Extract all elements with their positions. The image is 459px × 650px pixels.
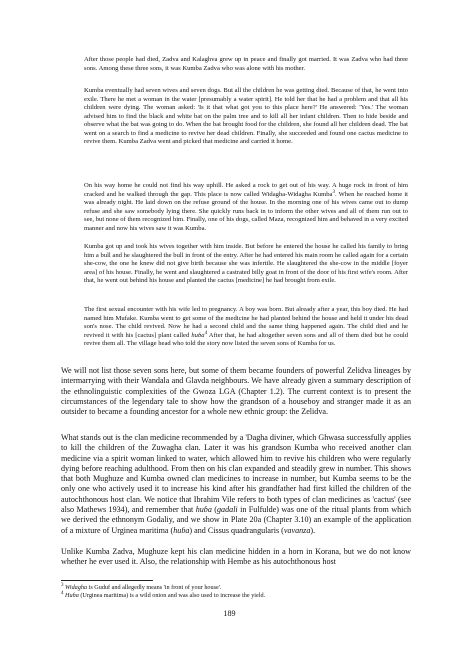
body-text xyxy=(61,433,411,536)
quote-paragraph-2 xyxy=(84,87,408,147)
body-text-part: What stands out is the clan medicine recommended by a 'Dagha diviner, which Ghwasa successfully applies to kill the children of the Zuwagha clan. Later it was his grandson Kumba who received another clan medicine via a spirit woman linked to water, which allowed him to revive his children who were regularly dying before reaching adulthood. From then on his clan expanded and steadily grew in number. This shows that both Mughuze and Kumba owned clan medicines to increase in number, but Kumba seems to be the only one who actively used it to increase his kind after his grandfather had first killed the children of the autochthonous host clan. We notice that Ibrahim Vile refers to both types of clan medicines as 'cactus' (see also Mathews 1934), and remember that xyxy=(61,433,411,515)
quote-text-part: The first sexual encounter with his wife led to pregnancy. A boy was born. But already after a year, this boy died. He had named him Mufake. Kumba went to get some of the medicine he had planted behind the house and held it under his dead son's nose. The child revived. Now he had a second child and the same thing happened again. The child died and he revived it with his [cactus] plant called xyxy=(84,306,408,339)
quote-paragraph-1 xyxy=(84,56,408,73)
footnote-text: is Guduf and allegedly means 'in front of your house'. xyxy=(87,584,222,591)
footnote-reference[interactable]: 4 xyxy=(204,330,208,336)
italic-term: huɓa xyxy=(173,525,190,535)
body-text-part: ) and Cissus quadrangularis ( xyxy=(189,525,284,535)
footnote-number: 3 xyxy=(61,582,64,588)
body-paragraph-2 xyxy=(61,433,411,536)
quote-text: Kumba eventually had seven wives and seven dogs. But all the children he was getting died. Because of that, he went into exile. There he met a woman in the water [presumably a water spirit]. He told her that he had a problem and that all his children were dying. The woman asked: 'Is it that what got you to this place here?' He answered: 'Yes.' The woman advised him to find the black and white bat on the palm tree and to kill all her infant children. Then to hide beside and observe what the bat was going to do. When the bat brought food for the children, she found all her children dead. The bat went on a search to find a medicine to revive her dead children. Finally, she succeeded and found one cactus medicine to revive them. Kumba Zadva went and picked that medicine and carried it home. xyxy=(84,87,408,145)
quote-text: Kumba got up and took his wives together with him inside. But before he entered the house he called his family to bring him a bull and he slaughtered the bull in front of the entry. After he had entered his main room he called again for a certain she-cow, the one he knew did not give birth because she was infertile. He slaughtered the she-cow in the middle [foyer area] of his house. Finally, he went and slaughtered a castrated billy goat in front of the door of his first wife's room. After that, he went out behind his house and planted the cactus [medicine] he had brought from exile. xyxy=(84,243,408,284)
body-text: We will not list those seven sons here, but some of them became founders of powerful Zelidva lineages by intermarrying with their Wandala and Glavda neighbours. We have already given a summary description of the ethnolinguistic complexities of the Gwoza LGA (Chapter 1.2). The current context is to present the circumstances of the legendary tale to show how the grandson of a houseboy and stranger made it as an outsider to became a founding ancestor for a whole new ethnic group: the Zelidva. xyxy=(61,366,411,417)
italic-term: Widagha xyxy=(65,584,88,591)
body-paragraph-1 xyxy=(61,366,411,417)
page-number: 189 xyxy=(223,609,236,618)
quote-paragraph-5 xyxy=(84,306,408,349)
footnote-reference[interactable]: 3 xyxy=(332,189,335,195)
italic-term: huɓa xyxy=(191,331,205,339)
quote-text xyxy=(84,306,408,349)
footnote-number: 4 xyxy=(61,590,64,596)
quote-text-part: . When he reached home it was already night. He laid down on the refuse ground of the house. In the morning one of his wives came out to dump refuse and she saw somebody lying there. She quickly runs back in to inform the other wives and all of them run out to see, but none of them recognized him. Finally, one of his dogs, called Maza, recognized him and behaved in a very excited manner and now his wives saw it was Kumba. xyxy=(84,190,408,232)
italic-term: vavanza xyxy=(283,525,311,535)
quote-text: After those people had died, Zadva and Kalaghva grew up in peace and finally got married. It was Zadva who had three sons. Among these three sons, it was Kumba Zadva who was alone with his mother. xyxy=(84,56,408,72)
footnote-text: (Urginea maritima) is a wild onion and was also used to increase the yield. xyxy=(78,592,266,599)
footnote-4 xyxy=(61,592,411,600)
footnote-separator xyxy=(61,580,153,581)
italic-term: huɓa xyxy=(195,505,212,515)
body-text: Unlike Kumba Zadva, Mughuze kept his clan medicine hidden in a horn in Korana, but we do not know whether he ever used it. Also, the relationship with Hembe as his autochthonous host xyxy=(61,547,411,567)
italic-term: Huɓa xyxy=(65,592,79,599)
body-text-part: in Fulfulde) was one of the ritual plants from which we derived the ethnonym Godaliy, and we show in Plate 20a (Chapter 3.10) an example of the application of a mixture of Urginea maritima ( xyxy=(61,505,412,535)
quote-paragraph-3 xyxy=(84,182,408,233)
body-text-part: ( xyxy=(211,505,217,515)
quote-text xyxy=(84,182,408,233)
quote-text-part: On his way home he could not find his way uphill. He asked a rock to get out of his way. A huge rock in front of him cracked and he walked through the gap. This place is now called Widagha-Widagha Kumba xyxy=(84,182,408,198)
quote-paragraph-4 xyxy=(84,243,408,286)
body-text-part: ). xyxy=(310,525,316,535)
footnote-3 xyxy=(61,584,411,592)
italic-term: gadali xyxy=(217,505,238,515)
quote-text-part: After that, he had altogether seven sons and all of them died but he could revive them all. The village head who told the story now listed the seven sons of Kumba for us. xyxy=(84,331,408,347)
body-paragraph-3 xyxy=(61,547,411,568)
